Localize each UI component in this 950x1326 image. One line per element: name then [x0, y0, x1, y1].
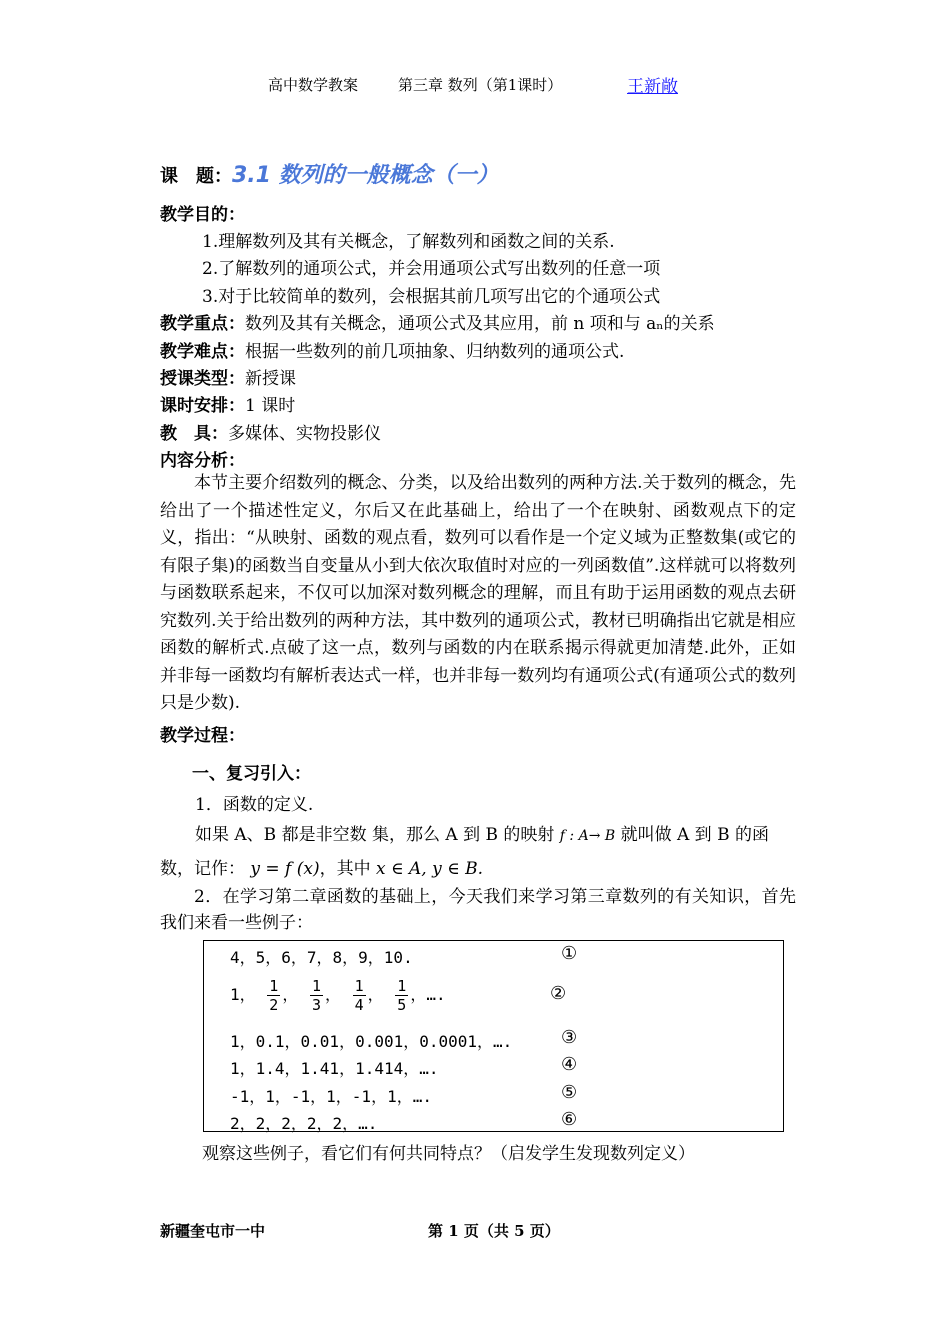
schedule-text: 1 课时 [245, 396, 296, 416]
mapping-formula: f : A→ B [559, 828, 616, 844]
example-sequence: -1，1，-1，1，-1，1，…. [230, 1087, 432, 1106]
fraction: $\frac{1}{3}$ [311, 977, 321, 1014]
example-number: ⑥ [561, 1109, 578, 1130]
function-definition-line2 [160, 854, 483, 879]
difficulty-label: 教学难点： [160, 342, 245, 362]
title-text: 3.1 数列的一般概念（一） [232, 163, 499, 188]
example-sequence: 1，1.4，1.41，1.414，…. [230, 1059, 439, 1078]
definition-text-b: 就叫做 A 到 B 的函 [620, 825, 769, 845]
footer-school: 新疆奎屯市一中 [160, 1222, 266, 1240]
definition-text-a: 如果 A、B 都是非空数 集，那么 A 到 B 的映射 [195, 825, 555, 845]
example-row: 1， $\frac{1}{2}$ ， $\frac{1}{3}$ ， $\frac{1}{4}$ ， $\frac{1}{5}$ ，…. [230, 977, 446, 1014]
section-review-heading: 一、复习引入： [192, 764, 311, 784]
example-row [230, 945, 413, 968]
example-row [230, 1084, 432, 1107]
example-row [230, 1111, 377, 1134]
function-formula: y = f (x) [250, 859, 320, 879]
header-course: 高中数学教案 [268, 76, 359, 94]
header-chapter: 第三章 数列（第1课时） [398, 76, 563, 94]
process-label: 教学过程： [160, 726, 245, 746]
example-number: ① [561, 943, 578, 964]
schedule [160, 391, 295, 416]
function-definition-line1 [195, 820, 769, 845]
tools [160, 419, 381, 444]
example-row [230, 1056, 439, 1079]
analysis-label: 内容分析： [160, 451, 245, 471]
definition-text-d: ，其中 [319, 859, 371, 879]
objective-item: 2.了解数列的通项公式，并会用通项公式写出数列的任意一项 [202, 259, 661, 279]
definition-text-c: 数，记作： [160, 859, 245, 879]
lesson-type-text: 新授课 [245, 369, 296, 389]
fraction: $\frac{1}{2}$ [269, 977, 279, 1014]
example-sequence: 1，0.1，0.01，0.001，0.0001，…. [230, 1032, 513, 1051]
fraction: $\frac{1}{5}$ [397, 977, 407, 1014]
study-intro-paragraph: 2．在学习第二章函数的基础上，今天我们来学习第三章数列的有关知识，首先我们来看一些例子： [160, 887, 796, 933]
domain-condition: x ∈ A, y ∈ B. [376, 859, 483, 879]
schedule-label: 课时安排： [160, 396, 245, 416]
example-number: ⑤ [561, 1082, 578, 1103]
example-row [230, 1029, 512, 1052]
objectives-label: 教学目的： [160, 205, 245, 225]
footer-page-number: 第 1 页（共 5 页） [428, 1222, 560, 1240]
lesson-title [160, 158, 499, 189]
title-label: 课 题： [160, 166, 232, 187]
example-sequence-tail: ，…. [410, 985, 446, 1004]
tools-text: 多媒体、实物投影仪 [228, 424, 381, 444]
example-number: ③ [561, 1027, 578, 1048]
function-definition-heading: 1．函数的定义. [195, 795, 314, 815]
key-points-text: 数列及其有关概念，通项公式及其应用，前 n 项和与 aₙ的关系 [245, 314, 715, 334]
author-link[interactable]: 王新敞 [627, 77, 678, 97]
analysis-paragraph: 本节主要介绍数列的概念、分类，以及给出数列的两种方法.关于数列的概念，先给出了一个描述性定义，尔后又在此基础上，给出了一个在映射、函数观点下的定义，指出：“从映射、函数的观点看，数列可以看作是一个定义域为正整数集(或它的有限子集)的函数当自变量从小到大依次取值时对应的一列函数值”.这样就可以将数列与函数联系起来，不仅可以加深对数列概念的理解，而且有助于运用函数的观点去研究数列.关于给出数列的两种方法，其中数列的通项公式，教材已明确指出它就是相应函数的解析式.点破了这一点，数列与函数的内在联系揭示得就更加清楚.此外，正如并非每一函数均有解析表达式一样，也并非每一数列均有通项公式(有通项公式的数列只是少数). [160, 473, 796, 713]
difficulty [160, 337, 624, 362]
example-sequence-lead: 1， [230, 985, 256, 1004]
lesson-type [160, 364, 296, 389]
key-points-label: 教学重点： [160, 314, 245, 334]
observe-prompt: 观察这些例子，看它们有何共同特点？（启发学生发现数列定义） [202, 1144, 695, 1164]
objective-item: 3.对于比较简单的数列，会根据其前几项写出它的个通项公式 [202, 287, 661, 307]
example-number: ② [550, 983, 567, 1004]
key-points [160, 309, 715, 334]
difficulty-text: 根据一些数列的前几项抽象、归纳数列的通项公式. [245, 342, 625, 362]
objective-item: 1.理解数列及其有关概念，了解数列和函数之间的关系. [202, 232, 615, 252]
example-number: ④ [561, 1054, 578, 1075]
examples-box [203, 940, 784, 1132]
tools-label: 教 具： [160, 424, 228, 444]
lesson-type-label: 授课类型： [160, 369, 245, 389]
example-sequence: 2，2，2，2，2，…. [230, 1114, 378, 1133]
fraction: $\frac{1}{4}$ [354, 977, 364, 1014]
example-sequence: 4，5，6，7，8，9，10. [230, 948, 413, 967]
